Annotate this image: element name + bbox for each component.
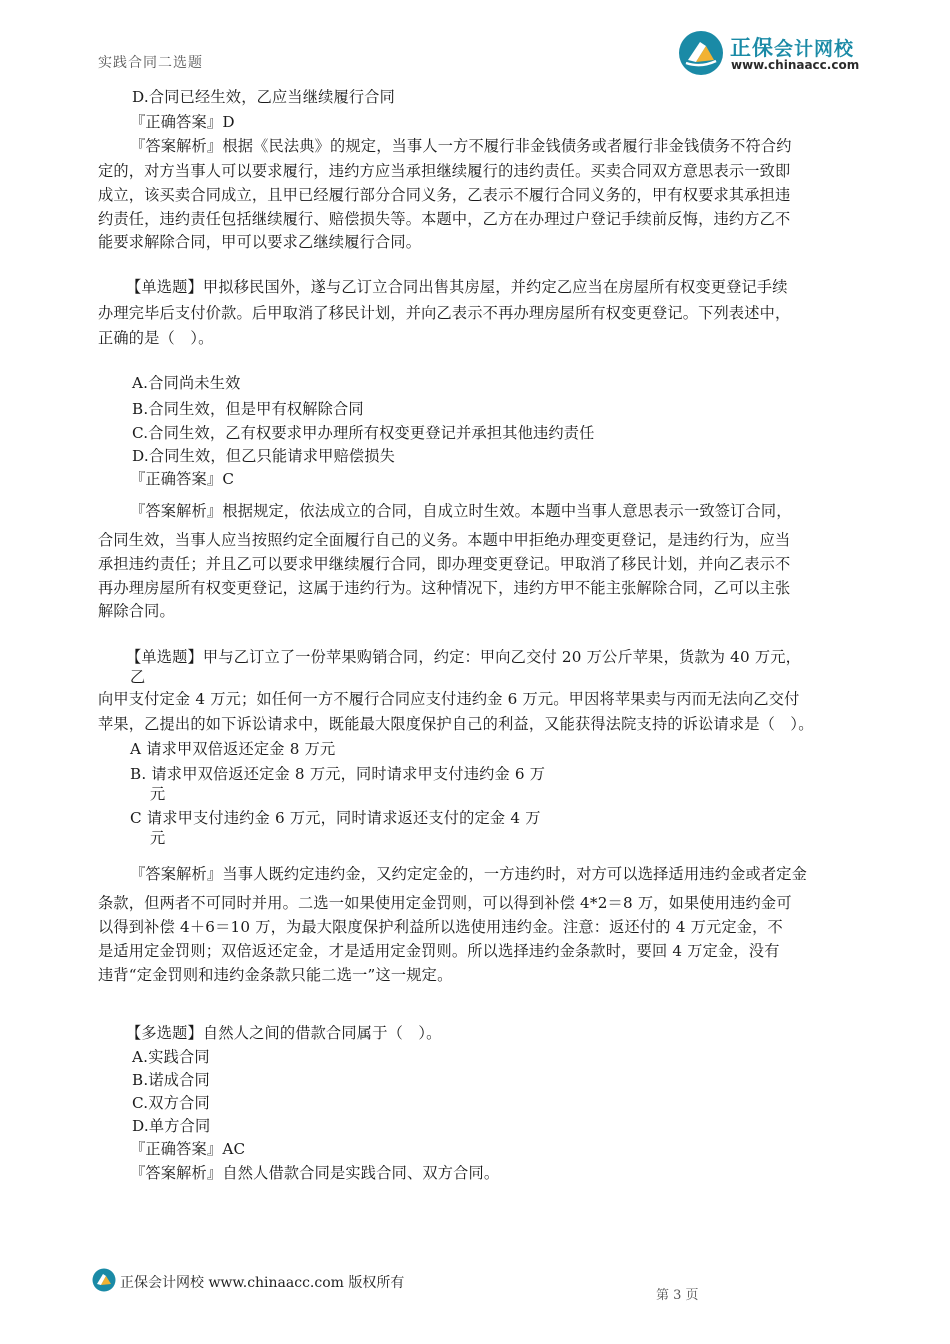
q2-option: D.合同生效，但乙只能请求甲赔偿损失 — [132, 447, 396, 465]
q2-stem-line: 办理完毕后支付价款。后甲取消了移民计划，并向乙表示不再办理房屋所有权变更登记。下列表述中， — [98, 304, 791, 322]
q3-option: C 请求甲支付违约金 6 万元，同时请求返还支付的定金 4 万 — [130, 809, 541, 827]
q1-analysis-line: 定的，对方当事人可以要求履行，违约方应当承担继续履行的违约责任。买卖合同双方意思表示一致即 — [98, 162, 791, 180]
q4-option: D.单方合同 — [132, 1117, 211, 1135]
q4-option: B.诺成合同 — [132, 1071, 210, 1089]
q4-analysis: 『答案解析』自然人借款合同是实践合同、双方合同。 — [130, 1164, 500, 1182]
q3-option: B. 请求甲双倍返还定金 8 万元，同时请求甲支付违约金 6 万 — [130, 765, 546, 783]
logo-brand: 正保会计网校 — [730, 36, 855, 60]
q2-analysis-line: 解除合同。 — [98, 602, 175, 620]
q3-analysis-clipped — [130, 864, 870, 883]
q2-analysis-clipped — [130, 501, 870, 520]
footer-text: 正保会计网校 www.chinaacc.com 版权所有 — [120, 1275, 405, 1291]
q1-analysis-line: 约责任，违约责任包括继续履行、赔偿损失等。本题中，乙方在办理过户登记手续前反悔，违约方乙不 — [98, 210, 791, 228]
q3-stem-line: 【单选题】甲与乙订立了一份苹果购销合同，约定：甲向乙交付 20 万公斤苹果，货款为 40 万元， — [126, 648, 802, 666]
q2-option: B.合同生效，但是甲有权解除合同 — [132, 400, 364, 418]
q3-stem-clipped — [98, 714, 870, 733]
q2-stem-line: 正确的是（ ）。 — [98, 329, 214, 347]
chinaacc-logo — [678, 30, 878, 76]
logo-url: www.chinaacc.com — [731, 58, 860, 72]
q3-option-wrap: 元 — [150, 829, 166, 847]
q3-option: A 请求甲双倍返还定金 8 万元 — [130, 740, 336, 758]
q4-answer: 『正确答案』AC — [130, 1140, 246, 1158]
q3-analysis-line: 条款，但两者不可同时并用。二选一如果使用定金罚则，可以得到补偿 4*2＝8 万，如果使用违约金可 — [98, 894, 792, 912]
q3-stem-line: 向甲支付定金 4 万元；如任何一方不履行合同应支付违约金 6 万元。甲因将苹果卖与丙而无法向乙交付 — [98, 690, 800, 708]
q3-analysis-line: 以得到补偿 4＋6＝10 万，为最大限度保护利益所以选使用违约金。注意：返还付的 4 万元定金，不 — [98, 918, 783, 936]
q2-option: C.合同生效，乙有权要求甲办理所有权变更登记并承担其他违约责任 — [132, 424, 595, 442]
book-logo-icon — [678, 30, 724, 76]
q1-answer: 『正确答案』D — [130, 113, 235, 131]
q1-analysis-line: 『答案解析』根据《民法典》的规定，当事人一方不履行非金钱债务或者履行非金钱债务不符合约 — [130, 137, 792, 155]
q4-stem: 【多选题】自然人之间的借款合同属于（ ）。 — [126, 1024, 442, 1042]
q3-option-wrap: 元 — [150, 785, 166, 803]
q3-stem-line: 乙 — [130, 668, 146, 686]
q4-option: C.双方合同 — [132, 1094, 210, 1112]
q1-option-d: D.合同已经生效，乙应当继续履行合同 — [132, 88, 396, 106]
q2-stem-line: 【单选题】甲拟移民国外，遂与乙订立合同出售其房屋，并约定乙应当在房屋所有权变更登记手续 — [126, 278, 788, 296]
clipped-header-text: 实践合同二选题 — [98, 55, 203, 71]
q3-analysis-line: 违背“定金罚则和违约金条款只能二选一”这一规定。 — [98, 966, 453, 984]
q3-analysis-clipped-text: 『答案解析』当事人既约定违约金，又约定定金的，一方违约时，对方可以选择适用违约金或者定金 — [130, 865, 808, 883]
q2-option: A.合同尚未生效 — [132, 374, 241, 392]
q4-option: A.实践合同 — [132, 1048, 210, 1066]
q1-analysis-line: 成立，该买卖合同成立，且甲已经履行部分合同义务，乙表示不履行合同义务的，甲有权要求其承担违 — [98, 186, 791, 204]
q2-analysis-line: 承担违约责任；并且乙可以要求甲继续履行合同，即办理变更登记。甲取消了移民计划，并向乙表示不 — [98, 555, 791, 573]
q2-analysis-line: 再办理房屋所有权变更登记，这属于违约行为。这种情况下，违约方甲不能主张解除合同，乙可以主张 — [98, 579, 791, 597]
q3-analysis-line: 是适用定金罚则；双倍返还定金，才是适用定金罚则。所以选择违约金条款时，要回 4 万定金，没有 — [98, 942, 780, 960]
q2-analysis-clipped-text: 『答案解析』根据规定，依法成立的合同，自成立时生效。本题中当事人意思表示一致签订合同， — [130, 502, 792, 520]
q2-answer: 『正确答案』C — [130, 470, 235, 488]
page-number-clipped: 第 3 页 — [656, 1288, 699, 1303]
q3-stem-clipped-text: 苹果，乙提出的如下诉讼请求中，既能最大限度保护自己的利益，又能获得法院支持的诉讼请求是（ ）。 — [98, 715, 814, 733]
q2-analysis-line: 合同生效，当事人应当按照约定全面履行自己的义务。本题中甲拒绝办理变更登记，是违约行为，应当 — [98, 531, 791, 549]
q1-analysis-line: 能要求解除合同，甲可以要求乙继续履行合同。 — [98, 233, 422, 251]
footer-logo-icon — [92, 1268, 116, 1292]
